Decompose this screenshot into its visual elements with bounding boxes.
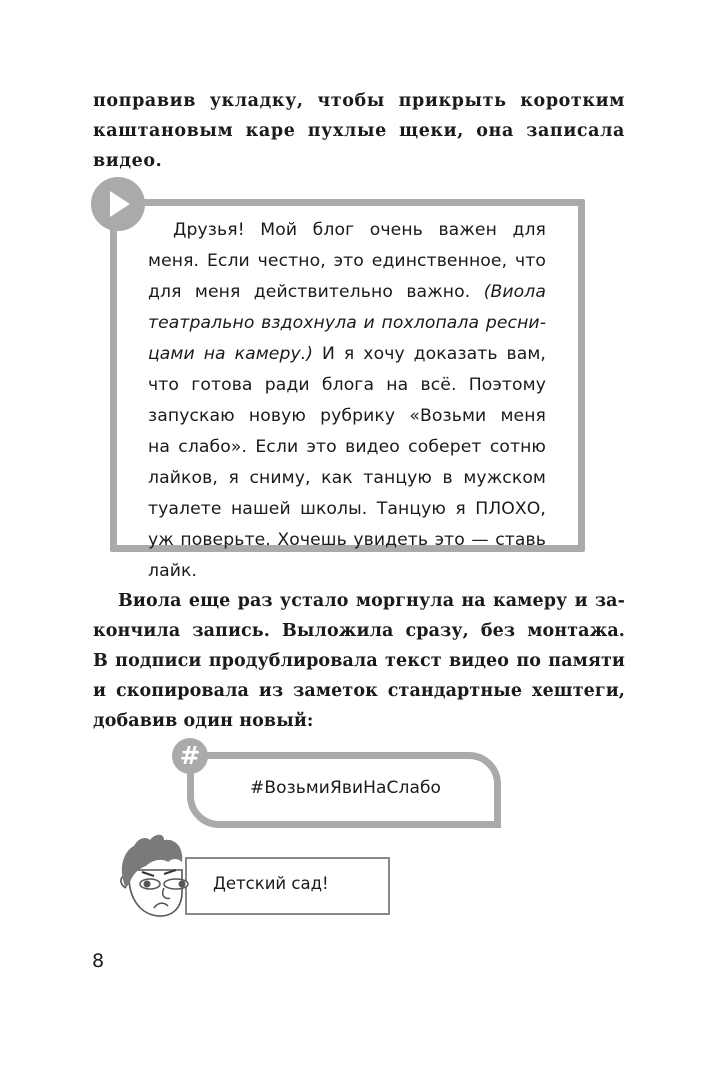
comment-text: Детский сад! bbox=[213, 874, 329, 893]
speech-text: на слабо». Если это видео соберет сотню bbox=[148, 437, 546, 457]
video-text-line bbox=[148, 313, 546, 333]
speech-text: для меня действительно важно. bbox=[148, 282, 484, 302]
video-text-line bbox=[148, 375, 546, 395]
speech-text: запускаю новую рубрику «Возьми меня bbox=[148, 406, 546, 426]
body-line-5: добавив один новый: bbox=[93, 711, 314, 731]
speech-text: что готова ради блога на всё. Поэтому bbox=[148, 375, 546, 395]
video-text-line bbox=[173, 220, 546, 240]
page-number: 8 bbox=[92, 950, 105, 972]
intro-line-1: поправив укладку, чтобы прикрыть коротким bbox=[93, 91, 625, 111]
speech-text: Друзья! Мой блог очень важен для bbox=[173, 220, 546, 240]
stage-direction-text: (Виола bbox=[483, 282, 546, 302]
play-icon bbox=[91, 177, 145, 231]
body-line-4: и скопировала из заметок стандартные хештеги, bbox=[93, 681, 625, 701]
video-text-line bbox=[148, 282, 546, 302]
video-text-line bbox=[148, 530, 546, 550]
grumpy-boy-avatar bbox=[112, 832, 194, 922]
body-line-1: Виола еще раз устало моргнула на камеру и за- bbox=[118, 591, 625, 611]
video-text-line bbox=[148, 468, 546, 488]
body-line-3: В подписи продублировала текст видео по памяти bbox=[93, 651, 625, 671]
body-line-2: кончила запись. Выложила сразу, без монтажа. bbox=[93, 621, 625, 641]
video-text-line bbox=[148, 344, 546, 364]
speech-text: И я хочу доказать вам, bbox=[313, 344, 546, 364]
speech-text: лайк. bbox=[148, 561, 198, 581]
speech-text: туалете нашей школы. Танцую я ПЛОХО, bbox=[148, 499, 546, 519]
hashtag-text: #ВозьмиЯвиНаСлабо bbox=[250, 778, 442, 798]
intro-line-3: видео. bbox=[93, 151, 163, 171]
video-text-line bbox=[148, 437, 546, 457]
video-text-line bbox=[148, 561, 546, 581]
video-text-line bbox=[148, 499, 546, 519]
hash-icon: # bbox=[172, 738, 208, 774]
video-text-line bbox=[148, 251, 546, 271]
video-text-line bbox=[148, 406, 546, 426]
speech-text: уж поверьте. Хочешь увидеть это — ставь bbox=[148, 530, 546, 550]
speech-text: меня. Если честно, это единственное, что bbox=[148, 251, 546, 271]
stage-direction-text: цами на камеру.) bbox=[148, 344, 314, 364]
speech-text: лайков, я сниму, как танцую в мужском bbox=[148, 468, 546, 488]
stage-direction-text: театрально вздохнула и похлопала ресни- bbox=[148, 313, 546, 333]
intro-line-2: каштановым каре пухлые щеки, она записала bbox=[93, 121, 625, 141]
